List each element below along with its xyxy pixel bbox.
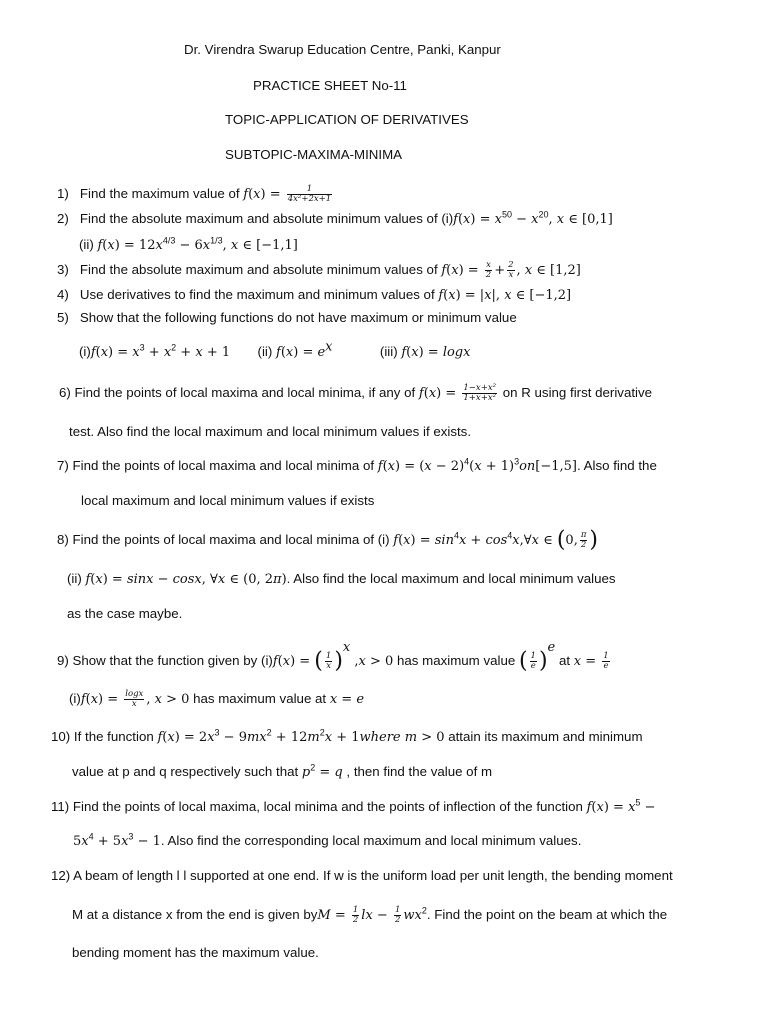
question-text-tail: , then find the value of m	[342, 764, 493, 779]
question-2-part-ii: (ii) $f(x) = 12x^{4/3} - 6x^{1/3}$, x ∈ [−1,1]	[79, 235, 298, 253]
question-10-line-2: value at p and q respectively such that $p^2 = q$ , then find the value of m	[72, 762, 493, 780]
question-10: 10) If the function $f(x) = 2x^3 - 9mx^2 + 12m^2x$ + 1where m > 0 attain its maximum and minimum	[51, 727, 643, 745]
question-text-tail: . Also find the corresponding local maximum and local minimum values.	[160, 833, 582, 848]
part-label: (ii)	[257, 344, 276, 359]
question-9: 9) Show that the function given by (i)f(x) = ( $\frac{1}{x}$ )$^x$ ,x > 0 has maximum value ( $\frac{1}{e}$ )$^e$ at x = $\frac{1}{e}$	[57, 640, 609, 674]
question-text: Find the absolute maximum and absolute minimum values of	[79, 262, 442, 278]
question-number: 2)	[57, 211, 69, 226]
part-label: (i)	[69, 691, 81, 707]
question-number: 1)	[57, 186, 69, 202]
question-5-parts: $(i)f(x) = x^3 + x^2 + x + 1$ (ii) $f(x) = e^x$ (iii) f(x) = logx	[79, 339, 471, 360]
question-text: 7) Find the points of local maxima and local minima of	[57, 458, 378, 473]
question-text: Show that the following functions do not have maximum or minimum value	[79, 310, 517, 325]
question-text: Find the absolute maximum and absolute minimum values of (i)	[79, 211, 454, 226]
question-text-tail: . Also find the local maximum and local minimum values	[286, 571, 616, 586]
math-expression: f	[438, 288, 444, 303]
question-4: 4) Use derivatives to find the maximum and minimum values of f(x) = |x|, x ∈ [−1,2]	[57, 287, 572, 303]
question-text-tail: has maximum value at	[189, 691, 330, 707]
question-text-tail: attain its maximum and minimum	[444, 729, 643, 744]
sheet-title: PRACTICE SHEET No-11	[253, 78, 407, 93]
question-3: 3) Find the absolute maximum and absolute minimum values of f(x) = $\frac{x}{2}$ + $\frac{2}{x}$ , x ∈ [1,2]	[57, 260, 581, 280]
subtopic-title: SUBTOPIC-MAXIMA-MINIMA	[225, 147, 403, 162]
question-number: 5)	[57, 310, 69, 325]
question-11-line-2: $5x^4 + 5x^3 - 1$. Also find the corresponding local maximum and local minimum values.	[73, 831, 582, 849]
question-5	[57, 309, 517, 327]
question-7-line-2: local maximum and local minimum values if exists	[81, 493, 375, 508]
question-2: 2) Find the absolute maximum and absolute minimum values of $(i)f(x) = x^{50} - x^{20}$, x ∈ [0,1]	[57, 209, 613, 227]
question-text: value at p and q respectively such that	[72, 764, 302, 779]
question-11: 11) Find the points of local maxima, local minima and the points of inflection of the function $f(x) = x^5$ −	[51, 797, 656, 815]
question-text: 11) Find the points of local maxima, local minima and the points of inflection of the function	[51, 799, 587, 814]
question-text: M at a distance x from the end is given by	[72, 907, 318, 923]
math-expression: f	[97, 238, 103, 253]
part-label: (ii)	[79, 237, 98, 252]
question-text-tail: . Find the point on the beam at which the	[426, 907, 668, 923]
question-number: 3)	[57, 262, 69, 278]
math-expression: f	[453, 212, 458, 227]
question-6-line-2: test. Also find the local maximum and local minimum values if exists.	[69, 424, 472, 439]
question-8: 8) Find the points of local maxima and local minima of (i) $f(x) = \sin^4x$ + $\cos^4x,\forall x$ ∈ (0, $\frac{\pi}{2}$ )	[57, 527, 599, 553]
question-9-part-2: (i)f(x) = $\frac{\log x}{x}$ , x > 0 has maximum value at x = e	[69, 689, 365, 709]
question-text: 10) If the function	[51, 729, 158, 744]
question-text: Find the maximum value of	[79, 186, 244, 202]
question-text: 8) Find the points of local maxima and local minima of (i)	[57, 532, 394, 548]
question-number: 4)	[57, 287, 69, 302]
question-1: 1) Find the maximum value of f(x) = $\frac{1}{\text{4x²+2x+1}}$	[57, 184, 332, 204]
question-12: 12) A beam of length l l supported at one end. If w is the uniform load per unit length, the bending moment	[51, 868, 673, 883]
question-text-mid: has maximum value	[393, 653, 519, 668]
institute-name: Dr. Virendra Swarup Education Centre, Panki, Kanpur	[184, 42, 501, 57]
math-expression: f	[441, 263, 447, 279]
part-label: (iii)	[379, 344, 402, 359]
question-6: 6) Find the points of local maxima and local minima, if any of f(x) = $\frac{\text{1−x+x²}}{\text{1+x+x²}}$ on R using first derivative	[59, 383, 653, 403]
question-7: 7) Find the points of local maxima and local minima of $f(x) = (x - 2)^4(x + 1)^3on[-1,5]$. Also find the	[57, 456, 657, 474]
math-expression: f	[243, 187, 249, 203]
question-12-line-2: M at a distance x from the end is given byM = $\frac{1}{2}$ lx − $\frac{1}{2}$ $wx^2$. Find the point on the beam at which the	[72, 905, 668, 925]
question-text-tail: . Also find the	[577, 458, 657, 473]
question-8-part-ii: (ii) f(x) = sinx − cosx, ∀x ∈ (0, 2π). Also find the local maximum and local minimum values	[67, 571, 616, 587]
part-label: (ii)	[67, 571, 86, 586]
topic-title: TOPIC-APPLICATION OF DERIVATIVES	[225, 112, 469, 127]
question-text-at: at	[555, 653, 574, 668]
question-text: Use derivatives to find the maximum and minimum values of	[79, 287, 439, 302]
part-label: (i)	[79, 344, 91, 359]
question-text-tail: on R using first derivative	[499, 385, 653, 401]
fraction: $\frac{1}{\text{4x²+2x+1}}$	[287, 184, 332, 204]
question-text: 6) Find the points of local maxima and local minima, if any of	[59, 385, 419, 401]
question-8-line-3: as the case maybe.	[67, 606, 183, 621]
question-text: 9) Show that the function given by (i)	[57, 653, 273, 668]
question-12-line-3: bending moment has the maximum value.	[72, 945, 319, 960]
